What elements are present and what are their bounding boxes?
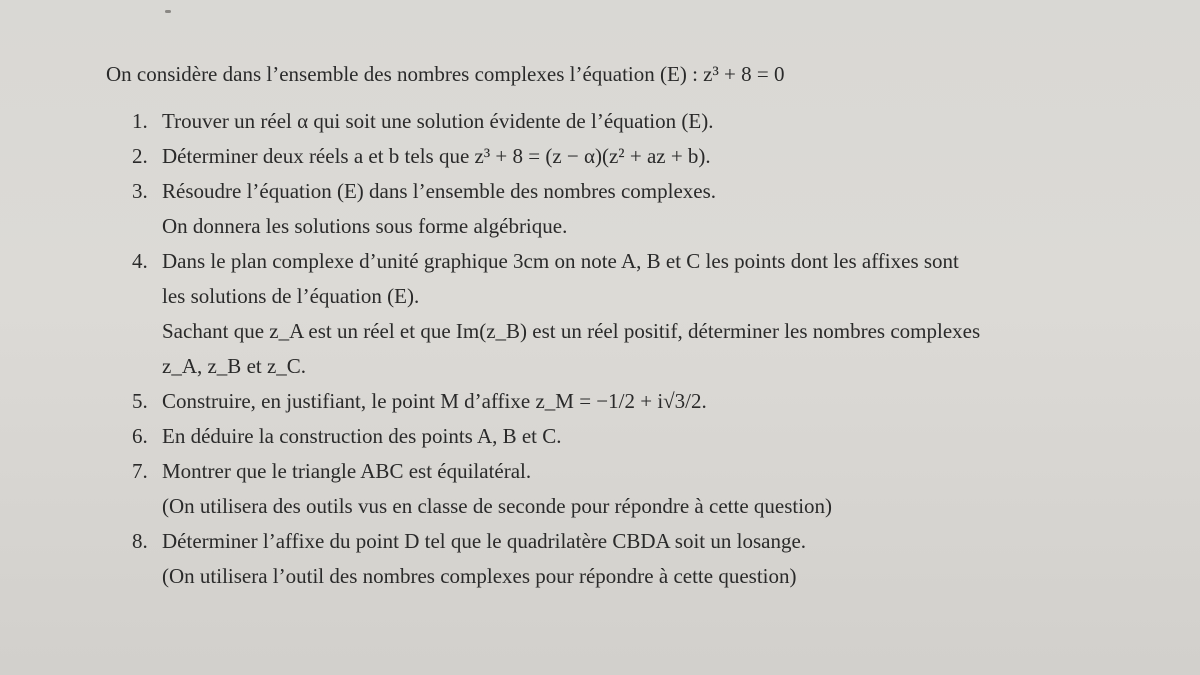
question-6 (132, 419, 1172, 454)
question-text: Construire, en justifiant, le point M d’affixe z_M = −1/2 + i√3/2. (162, 389, 707, 413)
question-text: Trouver un réel α qui soit une solution évidente de l’équation (E). (162, 109, 714, 133)
question-text: Dans le plan complexe d’unité graphique 3cm on note A, B et C les points dont les affixes sont (162, 249, 959, 273)
question-number: 6. (132, 424, 148, 448)
question-text: Sachant que z_A est un réel et que Im(z_B) est un réel positif, déterminer les nombres complexes (162, 319, 981, 343)
question-text: les solutions de l’équation (E). (162, 284, 420, 308)
question-number: 1. (132, 109, 148, 133)
question-number: 2. (132, 144, 148, 168)
question-text: En déduire la construction des points A, B et C. (162, 424, 562, 448)
question-4 (132, 244, 1172, 384)
question-number: 3. (132, 179, 148, 203)
question-text: On donnera les solutions sous forme algébrique. (162, 214, 568, 238)
question-1 (132, 104, 1172, 139)
question-text: z_A, z_B et z_C. (162, 354, 307, 378)
question-number: 4. (132, 249, 148, 273)
intro-sentence: On considère dans l’ensemble des nombres complexes l’équation (E) : z³ + 8 = 0 (106, 62, 785, 86)
question-7 (132, 454, 1172, 524)
question-text: (On utilisera des outils vus en classe de seconde pour répondre à cette question) (162, 494, 833, 518)
question-text: Déterminer deux réels a et b tels que z³ + 8 = (z − α)(z² + az + b). (162, 144, 711, 168)
question-2 (132, 139, 1172, 174)
question-text: (On utilisera l’outil des nombres complexes pour répondre à cette question) (162, 564, 797, 588)
question-number: 7. (132, 459, 148, 483)
question-text: Déterminer l’affixe du point D tel que le quadrilatère CBDA soit un losange. (162, 529, 807, 553)
question-8 (132, 524, 1172, 594)
question-3 (132, 174, 1172, 244)
question-text: Montrer que le triangle ABC est équilatéral. (162, 459, 532, 483)
paper-mark (165, 10, 171, 13)
question-text: Résoudre l’équation (E) dans l’ensemble des nombres complexes. (162, 179, 717, 203)
question-5 (132, 384, 1172, 419)
question-list (132, 104, 1172, 594)
question-number: 8. (132, 529, 148, 553)
question-number: 5. (132, 389, 148, 413)
